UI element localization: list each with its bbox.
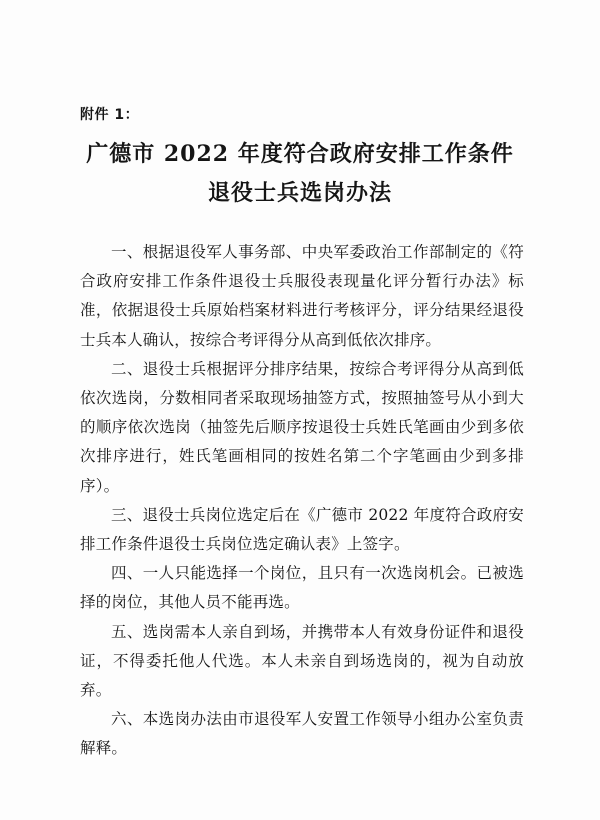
paragraph-1: 一、根据退役军人事务部、中央军委政治工作部制定的《符合政府安排工作条件退役士兵服役表现量化评分暂行办法》标准，依据退役士兵原始档案材料进行考核评分，评分结果经退役士兵本人确认，按综合考评得分从高到低依次排序。 [80, 243, 524, 349]
paragraph-3: 三、退役士兵岗位选定后在《广德市 2022 年度符合政府安排工作条件退役士兵岗位选定确认表》上签字。 [80, 505, 524, 554]
document-body [80, 238, 524, 764]
paragraph-5: 五、选岗需本人亲自到场，并携带本人有效身份证件和退役证，不得委托他人代选。本人未亲自到场选岗的，视为自动放弃。 [80, 622, 524, 700]
document-title-line-1: 广德市 2022 年度符合政府安排工作条件 [86, 141, 514, 167]
attachment-label: 附件 1： [80, 107, 140, 123]
paragraph-6: 六、本选岗办法由市退役军人安置工作领导小组办公室负责解释。 [80, 710, 524, 758]
paragraph-2: 二、退役士兵根据评分排序结果，按综合考评得分从高到低依次选岗，分数相同者采取现场抽签方式，按照抽签号从小到大的顺序依次选岗（抽签先后顺序按退役士兵姓氏笔画由少到多依次排序进行，姓氏笔画相同的按姓名第二个字笔画由少到多排序）。 [80, 359, 524, 495]
paragraph-4: 四、一人只能选择一个岗位，且只有一次选岗机会。已被选择的岗位，其他人员不能再选。 [80, 564, 524, 612]
document-title-line-2: 退役士兵选岗办法 [207, 180, 392, 206]
